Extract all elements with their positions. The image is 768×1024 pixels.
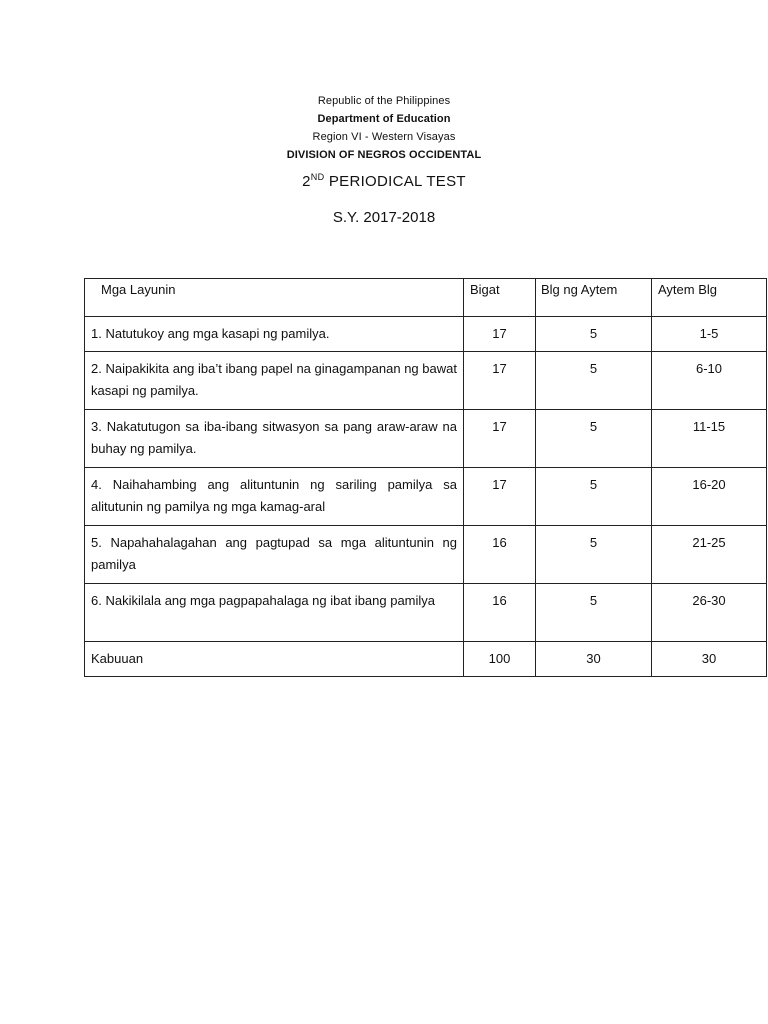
- bigat-cell: 17: [464, 352, 536, 410]
- aytem-blg-cell: 11-15: [652, 410, 767, 468]
- aytem-blg-cell: 6-10: [652, 352, 767, 410]
- objective-cell: 1. Natutukoy ang mga kasapi ng pamilya.: [85, 317, 464, 352]
- document-header: [0, 92, 768, 228]
- total-label: Kabuuan: [85, 642, 464, 677]
- aytem-blg-cell: 1-5: [652, 317, 767, 352]
- table-row: [85, 526, 767, 584]
- test-number-suffix: ND: [310, 172, 325, 182]
- total-row: [85, 642, 767, 677]
- aytem-blg-cell: 26-30: [652, 584, 767, 642]
- objective-cell: 4. Naihahambing ang alituntunin ng sariling pamilya sa alitutunin ng pamilya ng mga kamag-aral: [85, 468, 464, 526]
- table-row: [85, 468, 767, 526]
- test-title: [0, 166, 768, 193]
- header-mga-layunin: Mga Layunin: [85, 279, 464, 317]
- specification-table: [84, 278, 767, 677]
- objective-cell: 3. Nakatutugon sa iba-ibang sitwasyon sa pang araw-araw na buhay ng pamilya.: [85, 410, 464, 468]
- table-row: [85, 584, 767, 642]
- table-header-row: [85, 279, 767, 317]
- aytem-blg-cell: 16-20: [652, 468, 767, 526]
- bigat-cell: 16: [464, 584, 536, 642]
- bigat-cell: 17: [464, 317, 536, 352]
- header-blg-ng-aytem: Blg ng Aytem: [536, 279, 652, 317]
- bigat-cell: 17: [464, 468, 536, 526]
- division-line: DIVISION OF NEGROS OCCIDENTAL: [286, 149, 482, 161]
- blg-aytem-cell: 5: [536, 410, 652, 468]
- aytem-blg-cell: 21-25: [652, 526, 767, 584]
- total-aytem-blg: 30: [652, 642, 767, 677]
- blg-aytem-cell: 5: [536, 352, 652, 410]
- total-bigat: 100: [464, 642, 536, 677]
- bigat-cell: 16: [464, 526, 536, 584]
- header-aytem-blg: Aytem Blg: [652, 279, 767, 317]
- objective-cell: 5. Napahahalagahan ang pagtupad sa mga alituntunin ng pamilya: [85, 526, 464, 584]
- total-blg-aytem: 30: [536, 642, 652, 677]
- table-row: [85, 352, 767, 410]
- table-row: [85, 317, 767, 352]
- blg-aytem-cell: 5: [536, 468, 652, 526]
- bigat-cell: 17: [464, 410, 536, 468]
- blg-aytem-cell: 5: [536, 584, 652, 642]
- republic-line: Republic of the Philippines: [317, 95, 451, 107]
- department-line: Department of Education: [317, 113, 451, 125]
- objective-cell: 6. Nakikilala ang mga pagpapahalaga ng ibat ibang pamilya: [85, 584, 464, 642]
- test-title-text: PERIODICAL TEST: [324, 173, 466, 190]
- table-row: [85, 410, 767, 468]
- objective-cell: 2. Naipakikita ang iba’t ibang papel na ginagampanan ng bawat kasapi ng pamilya.: [85, 352, 464, 410]
- blg-aytem-cell: 5: [536, 526, 652, 584]
- school-year: S.Y. 2017-2018: [332, 209, 436, 226]
- blg-aytem-cell: 5: [536, 317, 652, 352]
- test-number: 2: [302, 173, 311, 190]
- region-line: Region VI - Western Visayas: [312, 131, 456, 143]
- header-bigat: Bigat: [464, 279, 536, 317]
